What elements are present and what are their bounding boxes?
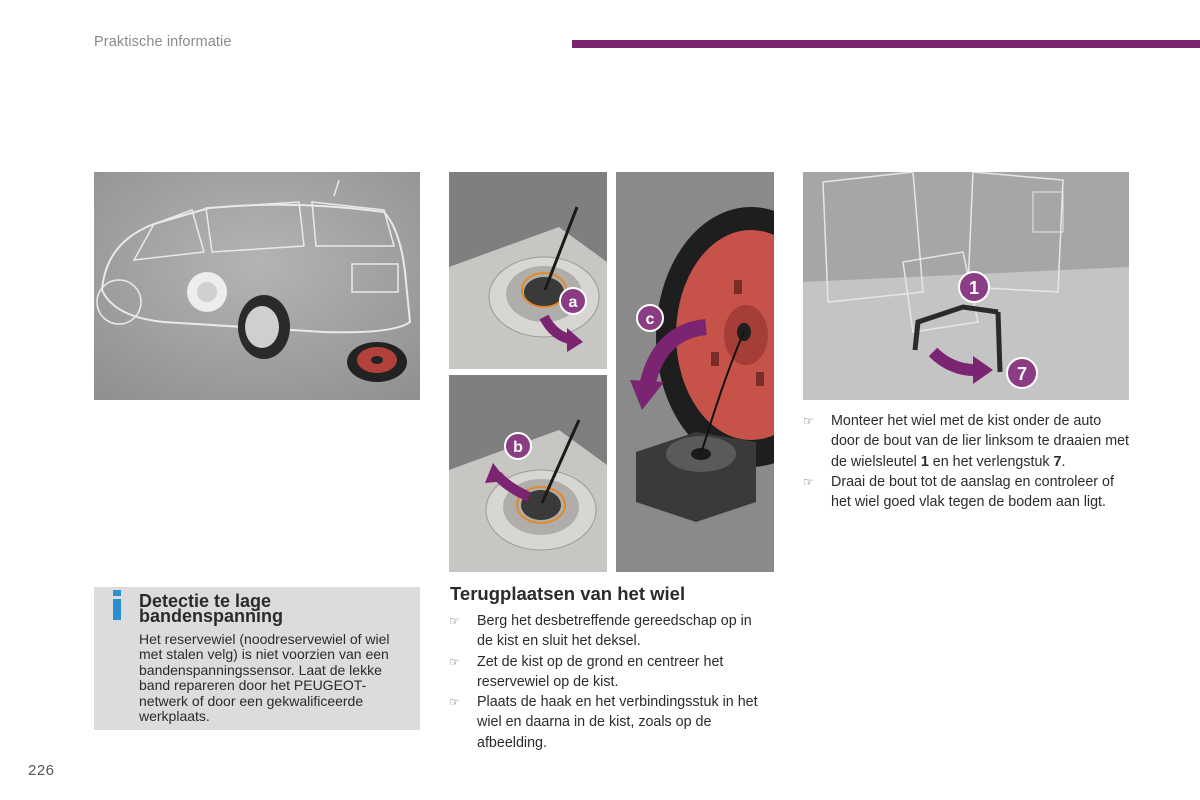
callout-a: a [568,294,578,311]
callout-c: c [645,311,655,328]
section-title: Terugplaatsen van het wiel [450,583,686,604]
car-spare-wheel-illustration [94,172,420,400]
running-header: Praktische informatie [94,34,232,50]
pointing-hand-icon: ☞ [449,654,460,669]
extension-number: 7 [1053,453,1062,470]
header-accent-bar [572,40,1200,48]
winch-key-illustration [803,172,1129,400]
callout-b: b [513,439,523,456]
pointing-hand-icon: ☞ [449,695,460,710]
step-b-illustration [449,375,607,572]
page-number: 226 [28,762,55,779]
step-a-illustration [449,172,607,369]
mounting-instructions-list [803,411,1133,512]
list-item: ☞ Monteer het wiel met de kist onder de auto door de bout van de lier linksom te draaien met de wielsleutel 1 en het verlengstuk 7. [803,413,1130,470]
info-box-title: Detectie te lage bandenspanning [139,591,283,626]
list-item: ☞ Draai de bout tot de aanslag en controleer of het wiel goed vlak tegen de bodem aan ligt. [803,473,1114,511]
list-item: ☞ Zet de kist op de grond en centreer het reservewiel op de kist. [449,653,724,690]
list-item: ☞ Berg het desbetreffende gereedschap op in de kist en sluit het deksel. [449,613,752,650]
wheel-key-number: 1 [920,453,929,470]
list-item: ☞ Plaats de haak en het verbindingsstuk in het wiel en daarna in de kist, zoals op de afbeelding. [449,694,758,751]
pointing-hand-icon: ☞ [449,614,460,628]
pointing-hand-icon: ☞ [803,414,814,428]
callout-1: 1 [968,278,980,298]
pointing-hand-icon: ☞ [803,474,814,489]
info-box-text: Het reservewiel (noodreservewiel of wiel met stalen velg) is niet voorzien van een bandenspanningssensor. Laat de lekke band repareren door het PEUGEOT-netwerk of door een gekwalificeerde werkplaats. [139,631,390,725]
info-icon [110,590,124,620]
procedure-list [449,611,769,753]
callout-7: 7 [1016,364,1028,384]
step-c-illustration [616,172,774,572]
